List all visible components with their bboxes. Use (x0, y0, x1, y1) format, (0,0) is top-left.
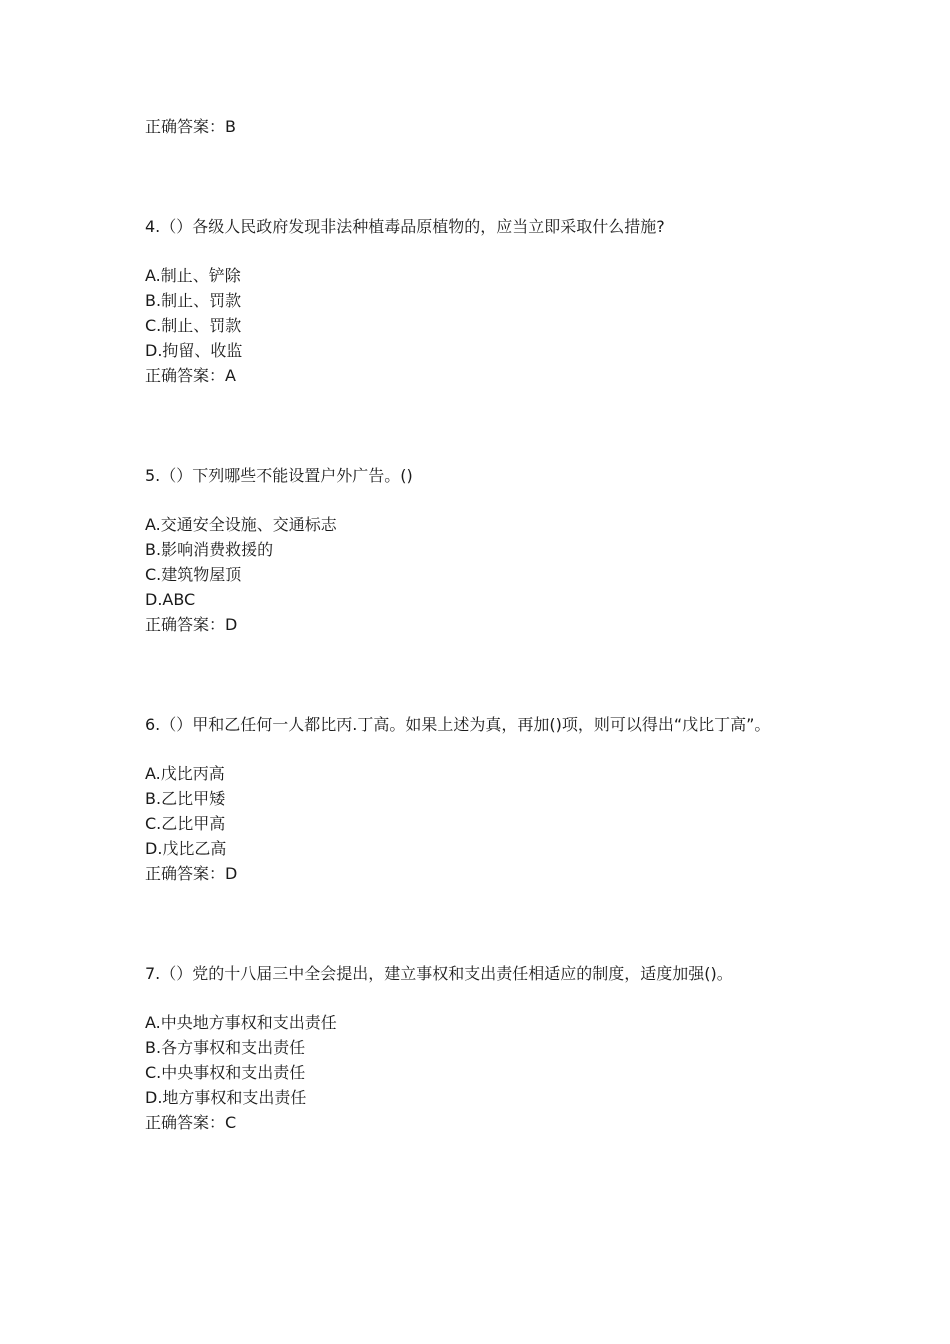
option-c: C.乙比甲高 (145, 814, 226, 833)
option-a: A.戊比丙高 (145, 764, 225, 783)
option-b: B.制止、罚款 (145, 291, 242, 310)
option-d: D.拘留、收监 (145, 341, 243, 360)
answer-line: 正确答案：A (145, 366, 236, 385)
option-b: B.各方事权和支出责任 (145, 1038, 306, 1057)
question-stem: 6.（）甲和乙任何一人都比丙.丁高。如果上述为真，再加()项，则可以得出“戊比丁高”。 (145, 715, 771, 734)
option-d: D.ABC (145, 590, 196, 609)
option-c: C.建筑物屋顶 (145, 565, 242, 584)
option-c: C.制止、罚款 (145, 316, 242, 335)
option-d: D.戊比乙高 (145, 839, 227, 858)
option-b: B.影响消费救援的 (145, 540, 274, 559)
answer-line: 正确答案：B (145, 117, 236, 136)
question-stem: 4.（）各级人民政府发现非法种植毒品原植物的，应当立即采取什么措施? (145, 217, 665, 236)
answer-line: 正确答案：C (145, 1113, 237, 1132)
answer-line: 正确答案：D (145, 864, 238, 883)
question-stem: 7.（）党的十八届三中全会提出，建立事权和支出责任相适应的制度，适度加强()。 (145, 964, 733, 983)
option-d: D.地方事权和支出责任 (145, 1088, 307, 1107)
option-c: C.中央事权和支出责任 (145, 1063, 306, 1082)
option-a: A.交通安全设施、交通标志 (145, 515, 337, 534)
option-a: A.中央地方事权和支出责任 (145, 1013, 337, 1032)
answer-line: 正确答案：D (145, 615, 238, 634)
question-stem: 5.（）下列哪些不能设置户外广告。() (145, 466, 413, 485)
option-a: A.制止、铲除 (145, 266, 241, 285)
option-b: B.乙比甲矮 (145, 789, 226, 808)
